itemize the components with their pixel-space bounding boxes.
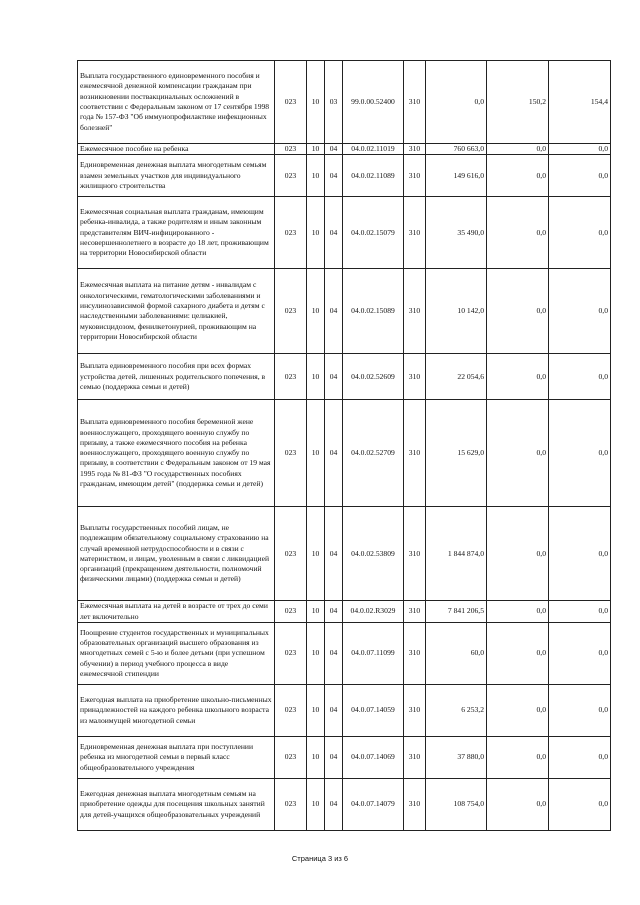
section-code: 10 bbox=[307, 400, 325, 507]
table-row bbox=[78, 155, 611, 197]
amount-3: 0,0 bbox=[549, 269, 611, 354]
table-row bbox=[78, 61, 611, 144]
subsection-code: 04 bbox=[325, 778, 343, 830]
expense-type-code: 310 bbox=[404, 354, 426, 400]
amount-2: 0,0 bbox=[487, 684, 549, 736]
subsection-code: 04 bbox=[325, 684, 343, 736]
row-name: Поощрение студентов государственных и муниципальных образовательных организаций высшего образования из многодетных семей с 5-ю и более детьми (при успешном обучении) в период учебного процесса в виде ежемесячной стипендии bbox=[78, 622, 275, 684]
section-code: 10 bbox=[307, 354, 325, 400]
amount-2: 0,0 bbox=[487, 155, 549, 197]
subsection-code: 04 bbox=[325, 507, 343, 601]
expense-type-code: 310 bbox=[404, 622, 426, 684]
table-row bbox=[78, 144, 611, 155]
amount-1: 37 880,0 bbox=[426, 736, 487, 778]
section-code: 10 bbox=[307, 778, 325, 830]
amount-3: 0,0 bbox=[549, 601, 611, 623]
row-name: Единовременная денежная выплата многодетным семьям взамен земельных участков для индивидуального жилищного строительства bbox=[78, 155, 275, 197]
subsection-code: 03 bbox=[325, 61, 343, 144]
grbs-code: 023 bbox=[275, 507, 307, 601]
amount-1: 60,0 bbox=[426, 622, 487, 684]
grbs-code: 023 bbox=[275, 622, 307, 684]
expense-type-code: 310 bbox=[404, 155, 426, 197]
table-row bbox=[78, 400, 611, 507]
amount-2: 0,0 bbox=[487, 269, 549, 354]
target-article-code: 04.0.07.11099 bbox=[343, 622, 404, 684]
target-article-code: 04.0.02.52609 bbox=[343, 354, 404, 400]
amount-2: 0,0 bbox=[487, 778, 549, 830]
subsection-code: 04 bbox=[325, 354, 343, 400]
amount-3: 0,0 bbox=[549, 354, 611, 400]
grbs-code: 023 bbox=[275, 354, 307, 400]
expense-type-code: 310 bbox=[404, 269, 426, 354]
table-row bbox=[78, 684, 611, 736]
row-name: Ежемесячная социальная выплата гражданам, имеющим ребенка-инвалида, а также родителям и иным законным представителям ВИЧ-инфицированного - несовершеннолетнего в возрасте до 18 лет, проживающим на территории Новосибирской области bbox=[78, 197, 275, 269]
grbs-code: 023 bbox=[275, 778, 307, 830]
section-code: 10 bbox=[307, 197, 325, 269]
subsection-code: 04 bbox=[325, 144, 343, 155]
table-row bbox=[78, 269, 611, 354]
amount-1: 0,0 bbox=[426, 61, 487, 144]
amount-3: 0,0 bbox=[549, 507, 611, 601]
grbs-code: 023 bbox=[275, 197, 307, 269]
amount-1: 6 253,2 bbox=[426, 684, 487, 736]
amount-1: 35 490,0 bbox=[426, 197, 487, 269]
expense-type-code: 310 bbox=[404, 197, 426, 269]
table-row bbox=[78, 354, 611, 400]
amount-1: 149 616,0 bbox=[426, 155, 487, 197]
target-article-code: 04.0.02.53809 bbox=[343, 507, 404, 601]
budget-table bbox=[77, 60, 611, 831]
section-code: 10 bbox=[307, 155, 325, 197]
amount-2: 0,0 bbox=[487, 144, 549, 155]
target-article-code: 04.0.02.R3029 bbox=[343, 601, 404, 623]
section-code: 10 bbox=[307, 684, 325, 736]
subsection-code: 04 bbox=[325, 269, 343, 354]
amount-2: 150,2 bbox=[487, 61, 549, 144]
section-code: 10 bbox=[307, 144, 325, 155]
amount-3: 0,0 bbox=[549, 622, 611, 684]
expense-type-code: 310 bbox=[404, 507, 426, 601]
amount-1: 760 663,0 bbox=[426, 144, 487, 155]
row-name: Выплата единовременного пособия при всех формах устройства детей, лишенных родительского попечения, в семью (поддержка семьи и детей) bbox=[78, 354, 275, 400]
table-row bbox=[78, 622, 611, 684]
target-article-code: 04.0.07.14069 bbox=[343, 736, 404, 778]
target-article-code: 04.0.02.15079 bbox=[343, 197, 404, 269]
amount-3: 0,0 bbox=[549, 778, 611, 830]
amount-1: 7 841 206,5 bbox=[426, 601, 487, 623]
amount-3: 0,0 bbox=[549, 736, 611, 778]
subsection-code: 04 bbox=[325, 601, 343, 623]
row-name: Ежемесячная выплата на детей в возрасте от трех до семи лет включительно bbox=[78, 601, 275, 623]
section-code: 10 bbox=[307, 601, 325, 623]
amount-3: 0,0 bbox=[549, 197, 611, 269]
amount-2: 0,0 bbox=[487, 507, 549, 601]
amount-1: 10 142,0 bbox=[426, 269, 487, 354]
section-code: 10 bbox=[307, 269, 325, 354]
target-article-code: 04.0.07.14059 bbox=[343, 684, 404, 736]
expense-type-code: 310 bbox=[404, 601, 426, 623]
section-code: 10 bbox=[307, 622, 325, 684]
grbs-code: 023 bbox=[275, 736, 307, 778]
grbs-code: 023 bbox=[275, 684, 307, 736]
amount-3: 0,0 bbox=[549, 684, 611, 736]
target-article-code: 04.0.02.11089 bbox=[343, 155, 404, 197]
amount-3: 0,0 bbox=[549, 155, 611, 197]
target-article-code: 04.0.02.15089 bbox=[343, 269, 404, 354]
amount-2: 0,0 bbox=[487, 601, 549, 623]
subsection-code: 04 bbox=[325, 155, 343, 197]
expense-type-code: 310 bbox=[404, 736, 426, 778]
grbs-code: 023 bbox=[275, 269, 307, 354]
grbs-code: 023 bbox=[275, 601, 307, 623]
row-name: Ежемесячное пособие на ребенка bbox=[78, 144, 275, 155]
row-name: Ежемесячная выплата на питание детям - инвалидам с онкологическими, гематологическими заболеваниями и инсулинозависимой формой сахарного диабета и детям с наследственными заболеваниями: целиакией, муковисцидозом, фенилкетонурией, проживающим на территории Новосибирской области bbox=[78, 269, 275, 354]
amount-2: 0,0 bbox=[487, 197, 549, 269]
table-row bbox=[78, 778, 611, 830]
expense-type-code: 310 bbox=[404, 684, 426, 736]
expense-type-code: 310 bbox=[404, 400, 426, 507]
grbs-code: 023 bbox=[275, 155, 307, 197]
grbs-code: 023 bbox=[275, 61, 307, 144]
amount-1: 22 054,6 bbox=[426, 354, 487, 400]
target-article-code: 04.0.07.14079 bbox=[343, 778, 404, 830]
expense-type-code: 310 bbox=[404, 778, 426, 830]
subsection-code: 04 bbox=[325, 622, 343, 684]
row-name: Выплата государственного единовременного пособия и ежемесячной денежной компенсации гражданам при возникновении поствакцинальных осложнений в соответствии с Федеральным законом от 17 сентября 1998 года № 157-ФЗ "Об иммунопрофилактике инфекционных болезней" bbox=[78, 61, 275, 144]
table-row bbox=[78, 507, 611, 601]
subsection-code: 04 bbox=[325, 736, 343, 778]
row-name: Выплата единовременного пособия беременной жене военнослужащего, проходящего военную службу по призыву, а также ежемесячного пособия на ребенка военнослужащего, проходящего военную службу по призыву, в соответствии с Федеральным законом от 19 мая 1995 года № 81-ФЗ "О государственных пособиях гражданам, имеющим детей" (поддержка семьи и детей) bbox=[78, 400, 275, 507]
page-number-footer: Страница 3 из 6 bbox=[291, 854, 349, 863]
section-code: 10 bbox=[307, 736, 325, 778]
grbs-code: 023 bbox=[275, 144, 307, 155]
table-row bbox=[78, 736, 611, 778]
expense-type-code: 310 bbox=[404, 144, 426, 155]
table-row bbox=[78, 601, 611, 623]
target-article-code: 99.0.00.52400 bbox=[343, 61, 404, 144]
amount-3: 0,0 bbox=[549, 144, 611, 155]
section-code: 10 bbox=[307, 507, 325, 601]
amount-1: 1 844 874,0 bbox=[426, 507, 487, 601]
amount-2: 0,0 bbox=[487, 400, 549, 507]
amount-3: 0,0 bbox=[549, 400, 611, 507]
amount-3: 154,4 bbox=[549, 61, 611, 144]
table-row bbox=[78, 197, 611, 269]
expense-type-code: 310 bbox=[404, 61, 426, 144]
grbs-code: 023 bbox=[275, 400, 307, 507]
subsection-code: 04 bbox=[325, 400, 343, 507]
amount-1: 15 629,0 bbox=[426, 400, 487, 507]
subsection-code: 04 bbox=[325, 197, 343, 269]
section-code: 10 bbox=[307, 61, 325, 144]
amount-2: 0,0 bbox=[487, 736, 549, 778]
row-name: Ежегодная выплата на приобретение школьно-письменных принадлежностей на каждого ребенка школьного возраста из малоимущей многодетной семьи bbox=[78, 684, 275, 736]
row-name: Выплаты государственных пособий лицам, не подлежащим обязательному социальному страхованию на случай временной нетрудоспособности и в связи с материнством, и лицам, уволенным в связи с ликвидацией организаций (прекращением деятельности, полномочий физическими лицами) (поддержка семьи и детей) bbox=[78, 507, 275, 601]
row-name: Единовременная денежная выплата при поступлении ребенка из многодетной семьи в первый класс общеобразовательного учреждения bbox=[78, 736, 275, 778]
amount-1: 108 754,0 bbox=[426, 778, 487, 830]
amount-2: 0,0 bbox=[487, 354, 549, 400]
amount-2: 0,0 bbox=[487, 622, 549, 684]
target-article-code: 04.0.02.52709 bbox=[343, 400, 404, 507]
target-article-code: 04.0.02.11019 bbox=[343, 144, 404, 155]
row-name: Ежегодная денежная выплата многодетным семьям на приобретение одежды для посещения школьных занятий для детей-учащихся общеобразовательных учреждений bbox=[78, 778, 275, 830]
